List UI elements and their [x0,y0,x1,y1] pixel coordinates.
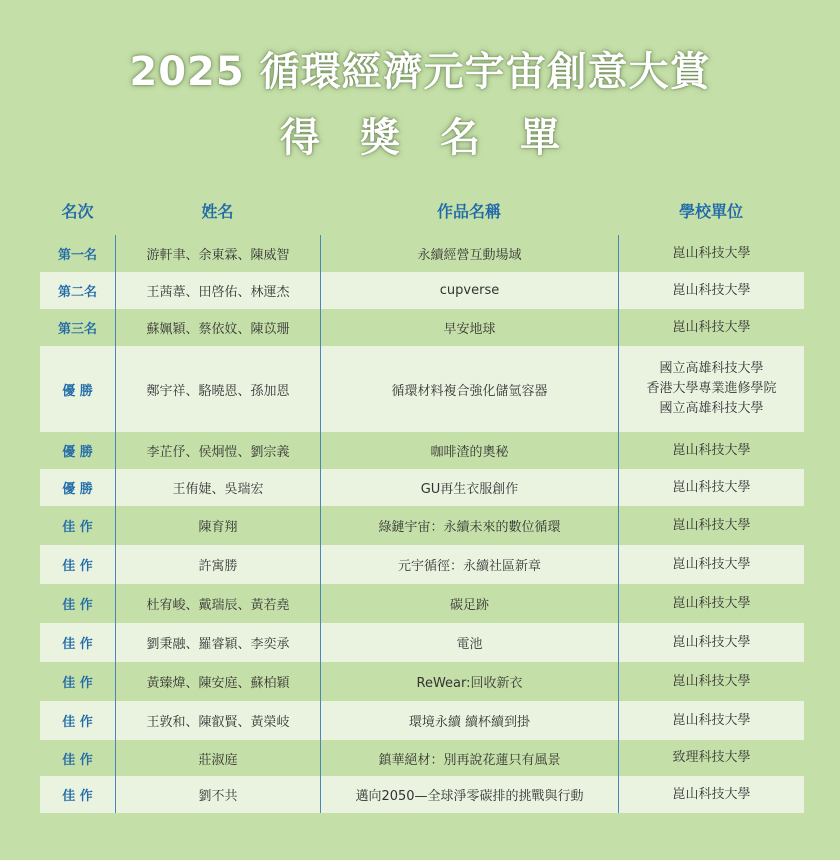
school-name: 崑山科技大學 [672,282,751,298]
names-cell: 王茜葦、田啓佑、林運杰 [115,272,320,309]
work-cell: 鎮華絕材：別再說花蓮只有風景 [320,740,618,776]
school-cell [618,701,804,740]
work-cell: 循環材料複合強化儲氫容器 [320,346,618,432]
work-cell: 永續經營互動場域 [320,235,618,272]
school-name: 崑山科技大學 [672,786,751,802]
school-cell [618,584,804,623]
table-body [40,235,804,813]
work-cell: GU再生衣服創作 [320,469,618,506]
names-cell: 劉秉融、羅睿穎、李奕承 [115,623,320,662]
table-row [40,545,804,584]
page-subtitle: 得獎名單 [280,115,600,161]
rank-cell: 佳 作 [62,752,93,768]
school-name: 崑山科技大學 [672,673,751,689]
work-cell: 綠鏈宇宙：永續未來的數位循環 [320,506,618,545]
work-cell: 碳足跡 [320,584,618,623]
work-cell: 元宇循徑：永續社區新章 [320,545,618,584]
rank-cell: 第一名 [57,248,97,263]
school-name: 崑山科技大學 [672,319,751,335]
school-cell [618,432,804,469]
award-table [40,190,804,813]
names-cell: 李芷伃、侯炯愷、劉宗義 [115,432,320,469]
rank-cell: 佳 作 [62,598,93,613]
work-cell: 邁向2050—全球淨零碳排的挑戰與行動 [320,776,618,813]
rank-cell: 第三名 [57,322,97,337]
work-cell: 電池 [320,623,618,662]
school-name: 崑山科技大學 [672,712,751,728]
rank-cell: 優 勝 [62,383,93,399]
school-name: 致理科技大學 [672,750,751,765]
names-cell: 黃臻煒、陳安庭、蘇柏穎 [115,662,320,701]
names-cell: 許寓勝 [115,545,320,584]
table-row [40,469,804,506]
table-row [40,740,804,776]
rank-cell: 佳 作 [62,559,93,574]
work-cell: 咖啡渣的奧秘 [320,432,618,469]
school-cell [618,740,804,776]
rank-cell: 優 勝 [62,482,93,497]
table-row [40,623,804,662]
table-row [40,662,804,701]
names-cell: 王侑婕、吳瑞宏 [115,469,320,506]
header-work: 作品名稱 [436,201,501,221]
school-name: 崑山科技大學 [672,245,751,261]
work-cell: 環境永續 續杯續到掛 [320,701,618,740]
rank-cell: 佳 作 [62,789,93,804]
work-cell: ReWear:回收新衣 [320,662,618,701]
school-name: 崑山科技大學 [672,442,751,458]
table-header [40,190,804,230]
rank-cell: 佳 作 [62,715,93,730]
school-cell [618,776,804,813]
names-cell: 蘇姵穎、蔡依妏、陳苡珊 [115,309,320,346]
school-cell [618,346,804,432]
school-name: 崑山科技大學 [672,479,751,495]
school-cell [618,272,804,309]
rank-cell: 第二名 [57,285,97,300]
school-name: 國立高雄科技大學 [659,401,764,416]
table-row [40,272,804,309]
names-cell: 杜宥峻、戴瑞辰、黃若堯 [115,584,320,623]
table-row [40,309,804,346]
names-cell: 游軒聿、余東霖、陳威智 [115,235,320,272]
header-names: 姓名 [201,201,234,221]
table-row [40,701,804,740]
rank-cell: 佳 作 [62,676,93,691]
table-row [40,506,804,545]
header-school: 學校單位 [678,201,743,221]
work-cell: 早安地球 [320,309,618,346]
table-row [40,235,804,272]
work-cell: cupverse [320,272,618,309]
table-row [40,776,804,813]
page-title: 2025 循環經濟元宇宙創意大賞 [129,49,711,95]
rank-cell: 佳 作 [62,520,93,535]
school-cell [618,623,804,662]
table-row [40,584,804,623]
school-cell [618,545,804,584]
rank-cell: 佳 作 [62,637,93,652]
school-cell [618,662,804,701]
school-cell [618,506,804,545]
school-name: 國立高雄科技大學 [659,361,764,376]
school-cell [618,235,804,272]
names-cell: 莊淑庭 [115,740,320,776]
school-cell [618,469,804,506]
school-cell [618,309,804,346]
table-row [40,432,804,469]
school-name: 香港大學專業進修學院 [646,381,777,396]
names-cell: 王敦和、陳叡賢、黃榮岐 [115,701,320,740]
school-name: 崑山科技大學 [672,556,751,572]
names-cell: 陳育翔 [115,506,320,545]
school-name: 崑山科技大學 [672,595,751,611]
table-row [40,346,804,432]
header-rank: 名次 [61,201,94,221]
names-cell: 劉不共 [115,776,320,813]
names-cell: 鄭宇祥、駱曉恩、孫加恩 [115,346,320,432]
rank-cell: 優 勝 [62,445,93,460]
school-name: 崑山科技大學 [672,634,751,650]
school-name: 崑山科技大學 [672,517,751,533]
